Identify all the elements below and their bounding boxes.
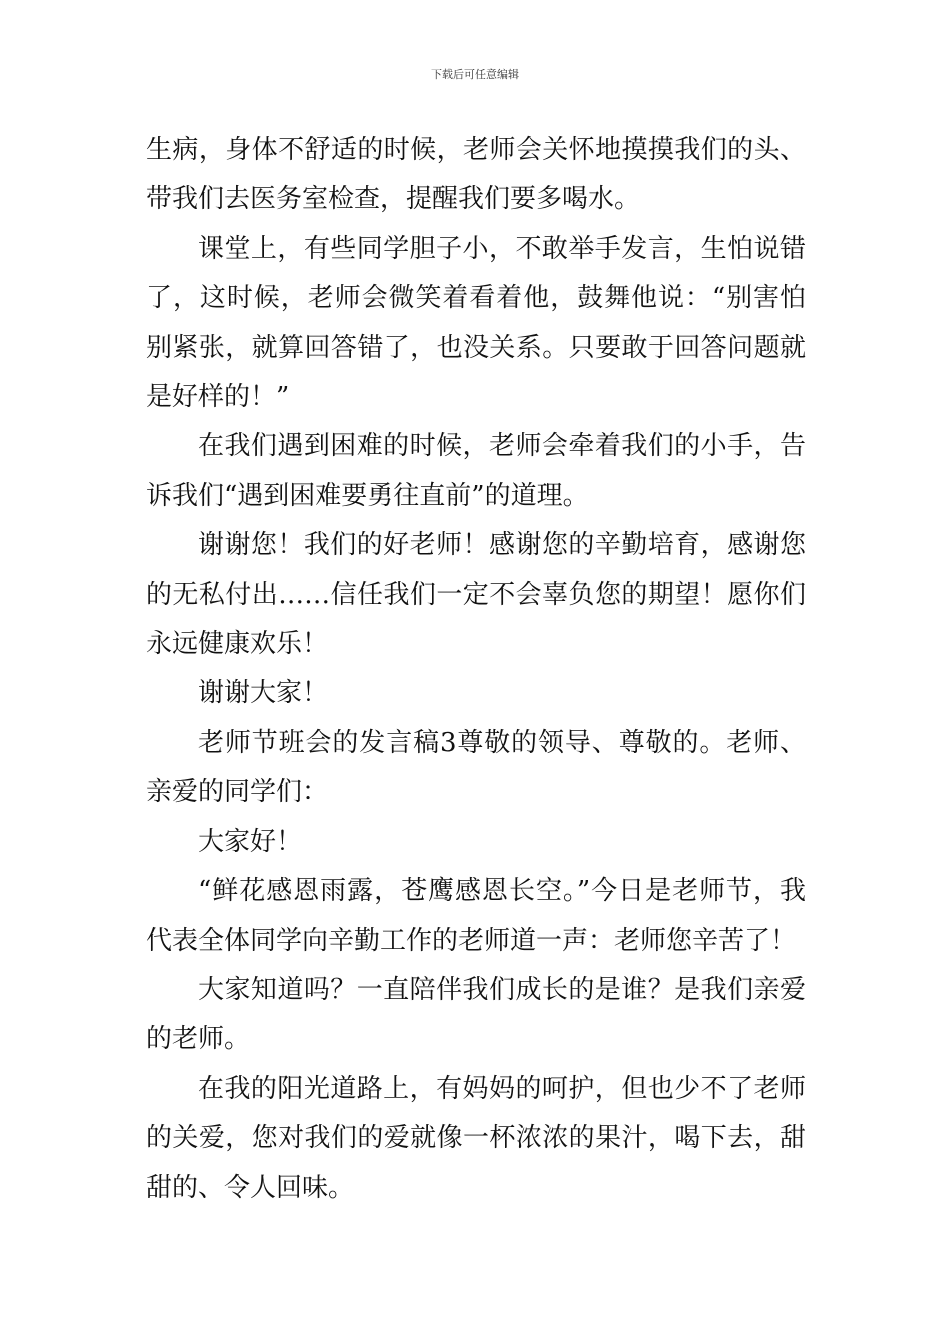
paragraph-7: 大家好！ (198, 826, 303, 857)
paragraph-10: 在我的阳光道路上，有妈妈的呵护，但也少不了老师的关爱，您对我们的爱就像一杯浓浓的果汁，喝下去，甜甜的、令人回味。 (146, 1073, 806, 1203)
page-header: 下载后可任意编辑 (431, 68, 519, 81)
paragraph-4: 谢谢您！我们的好老师！感谢您的辛勤培育，感谢您的无私付出……信任我们一定不会辜负您的期望！愿你们永远健康欢乐！ (146, 530, 806, 660)
paragraph-8: “鲜花感恩雨露，苍鹰感恩长空。”今日是老师节，我代表全体同学向辛勤工作的老师道一声：老师您辛苦了！ (146, 876, 806, 956)
paragraph-1: 生病，身体不舒适的时候，老师会关怀地摸摸我们的头、带我们去医务室检查，提醒我们要多喝水。 (146, 135, 806, 215)
paragraph-5: 谢谢大家！ (198, 678, 329, 709)
paragraph-2: 课堂上，有些同学胆子小，不敢举手发言，生怕说错了，这时候，老师会微笑着看着他，鼓舞他说：“别害怕别紧张，就算回答错了，也没关系。只要敢于回答问题就是好样的！” (146, 233, 806, 413)
document-body (146, 126, 806, 1213)
paragraph-9: 大家知道吗？一直陪伴我们成长的是谁？是我们亲爱的老师。 (146, 974, 806, 1055)
paragraph-3: 在我们遇到困难的时候，老师会牵着我们的小手，告诉我们“遇到困难要勇往直前”的道理。 (146, 431, 806, 511)
paragraph-6: 老师节班会的发言稿3尊敬的领导、尊敬的。老师、亲爱的同学们： (146, 727, 806, 808)
